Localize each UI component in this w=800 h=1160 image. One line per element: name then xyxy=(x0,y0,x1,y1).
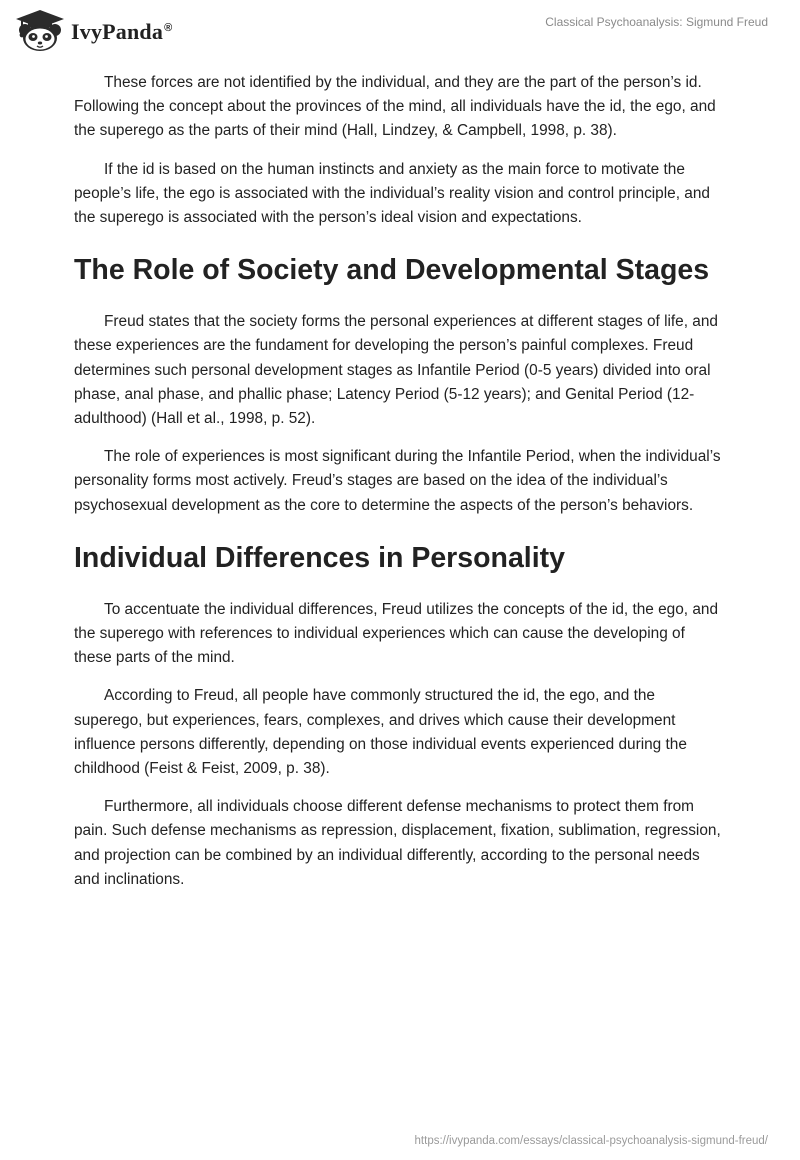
article-body xyxy=(74,71,724,906)
panda-graduate-icon xyxy=(14,8,66,52)
paragraph: If the id is based on the human instincts and anxiety as the main force to motivate the people’s life, the ego is associated with the individual’s reality vision and control principle, and the superego is associated with the person’s ideal vision and expectations. xyxy=(74,160,710,227)
section-heading: Individual Differences in Personality xyxy=(74,541,565,574)
source-url[interactable]: https://ivypanda.com/essays/classical-psychoanalysis-sigmund-freud/ xyxy=(414,1135,768,1147)
paragraph: These forces are not identified by the individual, and they are the part of the person’s id. Following the concept about the provinces of the mind, all individuals have the id, the ego, and the superego as the parts of their mind (Hall, Lindzey, & Campbell, 1998, p. 38). xyxy=(74,74,716,140)
section-heading: The Role of Society and Developmental Stages xyxy=(74,254,710,287)
paragraph: To accentuate the individual differences, Freud utilizes the concepts of the id, the ego, and the superego with references to individual experiences which can cause the developing of these parts of the mind. xyxy=(74,600,719,667)
running-title: Classical Psychoanalysis: Sigmund Freud xyxy=(545,15,768,29)
logo[interactable] xyxy=(14,8,172,52)
paragraph: Freud states that the society forms the personal experiences at different stages of life, and these experiences are the fundament for developing the person’s painful complexes. Freud determines such personal development stages as Infantile Period (0-5 years) divided into oral phase, anal phase, and phallic phase; Latency Period (5-12 years); and Genital Period (12-adulthood) (Hall et al., 1998, p. 52). xyxy=(74,313,718,428)
paragraph: According to Freud, all people have commonly structured the id, the ego, and the superego, but experiences, fears, complexes, and drives which cause their development influence persons differently, depending on those individual events experienced during the childhood (Feist & Feist, 2009, p. 38). xyxy=(74,687,687,778)
page-header xyxy=(0,0,800,62)
paragraph: Furthermore, all individuals choose different defense mechanisms to protect them from pain. Such defense mechanisms as repression, displacement, fixation, sublimation, regression, and projection can be combined by an individual differently, according to the personal needs and inclinations. xyxy=(74,798,721,888)
paragraph: The role of experiences is most significant during the Infantile Period, when the individual’s personality forms most actively. Freud’s stages are based on the idea of the individual’s psychosexual development as the core to determine the aspects of the person’s behaviors. xyxy=(74,448,721,514)
logo-text: IvyPanda® xyxy=(71,19,173,44)
